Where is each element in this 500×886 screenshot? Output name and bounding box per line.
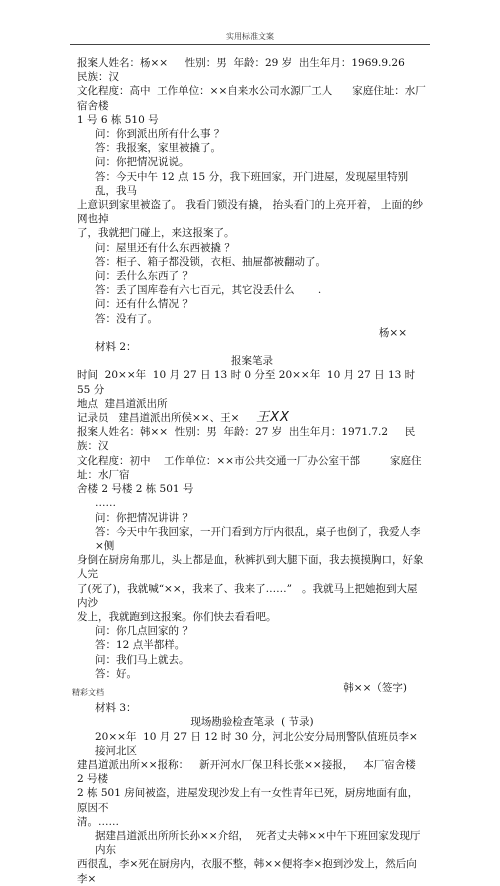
paragraph-line: 西很乱，李×死在厨房内，衣服不整，韩××便将李×抱到沙发上，然后向李× <box>77 858 417 885</box>
record-info-line: 时间 20××年 10 月 27 日 13 时 0 分至 20××年 10 月 27 日 13 时 55 分 <box>77 369 419 396</box>
signer-name: 杨×× <box>378 326 407 339</box>
question-line: 问：丢什么东西了 ？ <box>95 270 193 283</box>
material-1 <box>77 56 427 340</box>
question-line: 问：你几点回家的 ？ <box>95 625 193 638</box>
answer-line: 答：柜子、箱子都没锁，衣柜、抽屉都被翻动了。 <box>95 255 326 268</box>
recorder-text: 记录员 建昌道派出所侯××、王× <box>77 412 257 425</box>
record-info-line <box>77 411 427 425</box>
answer-line: 答：12 点半都样。 <box>95 639 186 652</box>
material-2 <box>77 340 427 695</box>
material-3 <box>77 701 427 886</box>
question-line: 问：还有什么情况 ？ <box>95 298 193 311</box>
paragraph-line: 清。…… <box>77 815 119 828</box>
answer-line: 答：今天中午 12 点 15 分，我下班回家，开门进屋，发现屋里特别乱，我马 <box>95 170 409 197</box>
ellipsis: …… <box>95 497 116 510</box>
reporter-info-line: 报案人姓名：杨×× 性别：男 年龄：29 岁 出生年月：1969.9.26 民族：汉 <box>77 57 422 84</box>
record-info-line: 地点 建昌道派出所 <box>77 397 168 410</box>
answer-line: 答：丢了国库卷有六七百元，其它没丢什么 . <box>95 284 322 297</box>
document-body <box>77 56 427 886</box>
question-line: 问：我们马上就去。 <box>95 653 190 666</box>
material-label: 材料 2： <box>95 341 137 354</box>
page-header: 实用标准文案 <box>226 32 274 41</box>
section-title: 现场勘验检查笔录 ( 节录) <box>190 716 314 729</box>
answer-line: 发上，我就跑到这报案。你们快去看看吧。 <box>77 610 277 623</box>
answer-line: 上意识到家里被盗了。 我看门锁没有撬， 抬头看门的上亮开着， 上面的纱网也掉 <box>77 199 424 226</box>
paragraph-line: 建昌道派出所××报称： 新开河水厂保卫科长张××接报， 本厂宿舍楼 2 号楼 <box>77 758 423 786</box>
answer-line: 答：好。 <box>95 667 137 680</box>
answer-line: 了(死了)，我就喊“××，我来了、我来了……” 。我就马上把她抱到大屋内沙 <box>77 582 418 609</box>
reporter-info-line: 报案人姓名：韩×× 性别：男 年龄：27 岁 出生年月：1971.7.2 民族：汉 <box>77 426 416 453</box>
answer-line: 答：我报案，家里被撬了。 <box>95 142 221 155</box>
answer-line: 了，我就把门碰上，来这报案了。 <box>77 227 235 240</box>
signer-name: 韩××（签字) <box>343 681 407 694</box>
paragraph-line: 据建昌道派出所所长孙××介绍， 死者丈夫韩××中午下班回家发现厅内东 <box>95 829 421 857</box>
question-line: 问：你把情况讲讲 ？ <box>95 511 193 524</box>
page-footer: 精彩文档 <box>72 688 104 697</box>
header-rule <box>70 44 430 45</box>
handwritten-signature: 王XX <box>256 410 290 426</box>
reporter-info-line: 文化程度：初中 工作单位：××市公共交通一厂办公室干部 家庭住址：水厂宿 <box>77 454 422 481</box>
question-line: 问：屋里还有什么东西被撬 ？ <box>95 241 235 254</box>
section-title: 报案笔录 <box>231 355 273 368</box>
question-line: 问：你到派出所有什么事 ？ <box>95 128 225 141</box>
reporter-info-line: 舍楼 2 号楼 2 栋 501 号 <box>77 483 194 496</box>
material-label: 材料 3： <box>95 702 137 715</box>
paragraph-line: 2 栋 501 房间被盗，进屋发现沙发上有一女性青年已死，厨房地面有血，原因不 <box>77 787 419 814</box>
answer-line: 身倒在厨房角那儿，头上都是血，秋裤扒到大腿下面，我去摸摸胸口，好象人完 <box>77 554 424 581</box>
reporter-info-line: 文化程度：高中 工作单位：××自来水公司水源厂工人 家庭住址：水厂宿舍楼 <box>77 85 426 112</box>
question-line: 问：你把情况说说。 <box>95 156 190 169</box>
reporter-info-line: 1 号 6 栋 510 号 <box>77 113 159 126</box>
answer-line: 答：没有了。 <box>95 312 158 325</box>
paragraph-line: 20××年 10 月 27 日 12 时 30 分，河北公安分局刑警队值班员李×接河北区 <box>95 730 418 757</box>
answer-line: 答：今天中午我回家，一开门看到方厅内很乱，桌子也倒了，我爱人李×侧 <box>95 525 421 552</box>
